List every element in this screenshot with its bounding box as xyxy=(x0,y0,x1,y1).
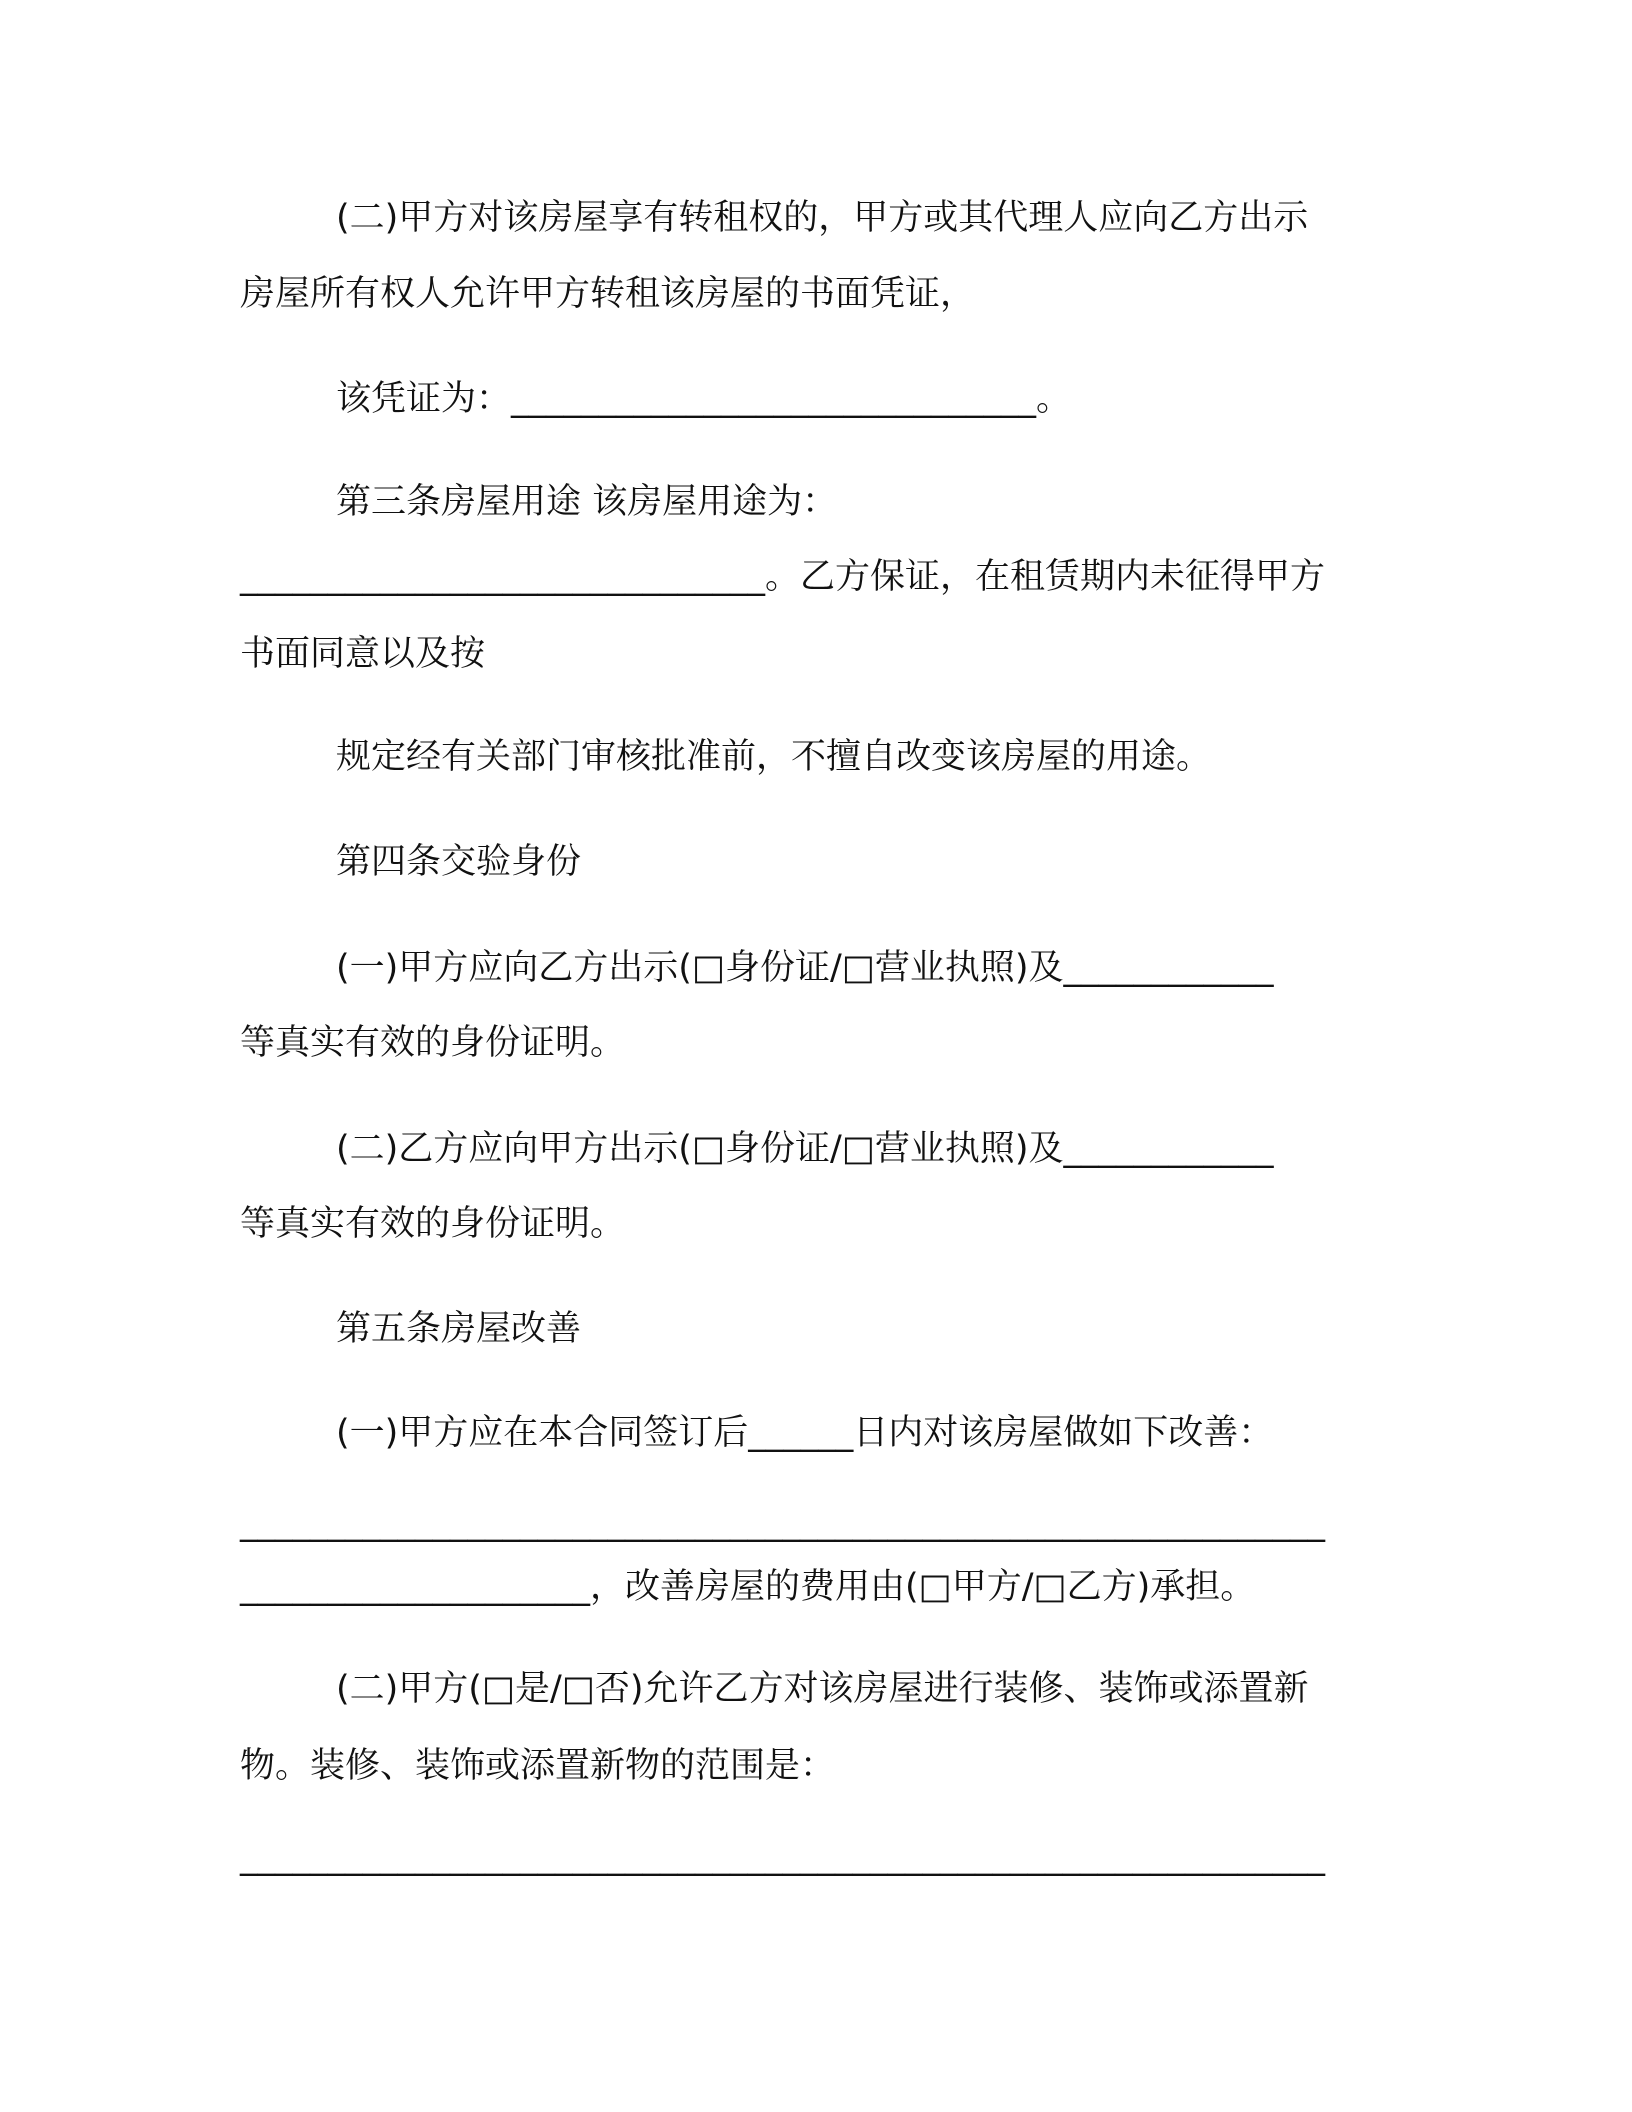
paragraph-line: 书面同意以及按 xyxy=(240,634,486,674)
paragraph-line: 该凭证为：______________________________。 xyxy=(336,379,1072,419)
paragraph-line: 物。装修、装饰或添置新物的范围是： xyxy=(240,1746,836,1786)
blank-fill-line: ______________________________________________________________ xyxy=(240,1503,1325,1543)
section-heading: 第四条交验身份 xyxy=(336,842,582,882)
paragraph-line: (一)甲方应在本合同签订后______日内对该房屋做如下改善： xyxy=(336,1413,1274,1453)
paragraph-line: 规定经有关部门审核批准前，不擅自改变该房屋的用途。 xyxy=(336,737,1212,777)
section-heading: 第五条房屋改善 xyxy=(336,1309,582,1349)
paragraph-line: (二)甲方(□是/□否)允许乙方对该房屋进行装修、装饰或添置新 xyxy=(336,1669,1309,1709)
blank-fill-line: ______________________________________________________________ xyxy=(240,1837,1325,1877)
paragraph-line: ______________________________。乙方保证，在租赁期内未征得甲方 xyxy=(240,557,1326,597)
paragraph-line: (一)甲方应向乙方出示(□身份证/□营业执照)及____________ xyxy=(336,948,1274,988)
paragraph-line: 房屋所有权人允许甲方转租该房屋的书面凭证， xyxy=(240,274,976,314)
paragraph-line: 等真实有效的身份证明。 xyxy=(240,1204,626,1244)
paragraph-line: 等真实有效的身份证明。 xyxy=(240,1023,626,1063)
paragraph-line: (二)甲方对该房屋享有转租权的，甲方或其代理人应向乙方出示 xyxy=(336,198,1309,238)
paragraph-line: (二)乙方应向甲方出示(□身份证/□营业执照)及____________ xyxy=(336,1129,1274,1169)
paragraph-line: ____________________，改善房屋的费用由(□甲方/□乙方)承担。 xyxy=(240,1567,1256,1607)
section-heading: 第三条房屋用途 该房屋用途为： xyxy=(336,482,838,522)
